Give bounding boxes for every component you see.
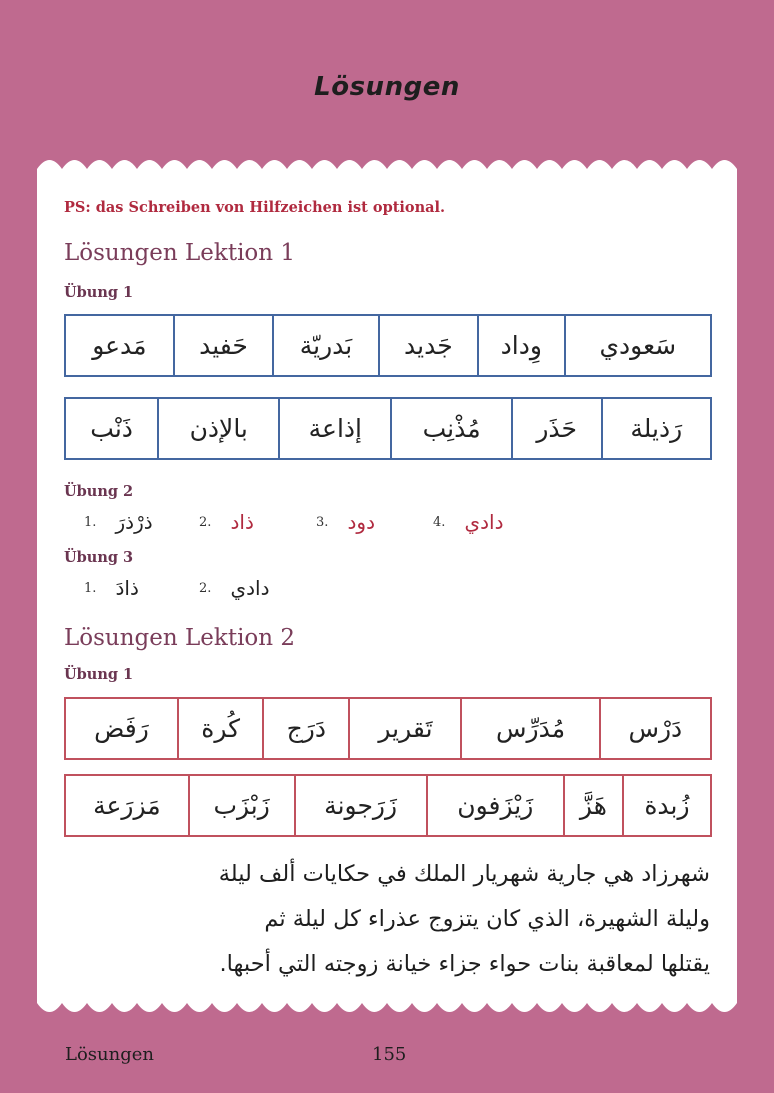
lesson1-ex2-heading: Übung 2	[64, 483, 134, 500]
lesson1-ex2-answers	[64, 510, 704, 534]
page-number: 155	[372, 1044, 407, 1065]
word-cell: جَديد	[379, 315, 478, 376]
word-cell: هَزَّ	[564, 775, 623, 836]
word-cell: حَذَر	[512, 398, 602, 459]
answer-item	[433, 510, 504, 534]
word-cell: إذاعة	[279, 398, 391, 459]
lesson1-heading: Lösungen Lektion 1	[64, 240, 296, 266]
answer-number: 1.	[84, 580, 97, 596]
answer-word: ذرْذرَ	[115, 510, 153, 534]
word-cell: زُبدة	[623, 775, 711, 836]
footer-label: Lösungen	[65, 1044, 154, 1065]
word-cell: زَبْزَب	[189, 775, 295, 836]
word-cell: مَدعو	[65, 315, 174, 376]
answer-word: دود	[347, 510, 375, 534]
word-cell: سَعودي	[565, 315, 711, 376]
lesson2-ex1-table-row1	[64, 697, 712, 760]
ps-note: PS: das Schreiben von Hilfzeichen ist optional.	[64, 199, 446, 216]
word-cell: رَذيلة	[602, 398, 711, 459]
answer-word: ذاد	[230, 510, 254, 534]
answer-item	[84, 576, 139, 600]
story-line: وليلة الشهيرة، الذي كان يتزوج عذراء كل ليلة ثم	[264, 906, 710, 932]
answer-number: 2.	[199, 580, 212, 596]
word-cell: حَفيد	[174, 315, 273, 376]
content-card	[37, 140, 737, 1032]
lesson1-ex3-answers	[64, 576, 704, 600]
word-cell: بَدريّة	[273, 315, 379, 376]
word-cell: وِداد	[478, 315, 565, 376]
lesson2-heading: Lösungen Lektion 2	[64, 625, 296, 651]
answer-number: 4.	[433, 514, 446, 530]
answer-item	[84, 510, 153, 534]
answer-number: 3.	[316, 514, 329, 530]
lesson2-ex1-heading: Übung 1	[64, 666, 134, 683]
word-cell: دَرَج	[263, 698, 349, 759]
lesson1-ex3-heading: Übung 3	[64, 549, 134, 566]
story-paragraph	[64, 852, 710, 987]
lesson1-ex1-heading: Übung 1	[64, 284, 134, 301]
lesson2-ex1-table-row2	[64, 774, 712, 837]
word-cell: تَقرير	[349, 698, 461, 759]
word-cell: مُذْنِب	[391, 398, 511, 459]
answer-word: ذادَ	[115, 576, 139, 600]
answer-word: دادي	[464, 510, 504, 534]
answer-word: دادي	[230, 576, 270, 600]
story-line: يقتلها لمعاقبة بنات حواء جزاء خيانة زوجته التي أحبها.	[219, 951, 710, 977]
word-cell: دَرْس	[600, 698, 711, 759]
lesson1-ex1-table-row2	[64, 397, 712, 460]
answer-number: 1.	[84, 514, 97, 530]
story-line: شهرزاد هي جارية شهريار الملك في حكايات ألف ليلة	[218, 861, 710, 887]
word-cell: ذَنْب	[65, 398, 158, 459]
answer-item	[316, 510, 375, 534]
word-cell: مَزرَعة	[65, 775, 189, 836]
page-title: Lösungen	[314, 72, 460, 102]
answer-item	[199, 576, 270, 600]
lesson1-ex1-table-row1	[64, 314, 712, 377]
answer-item	[199, 510, 254, 534]
word-cell: زَرَجونة	[295, 775, 427, 836]
word-cell: زَيْزَفون	[427, 775, 564, 836]
word-cell: مُدَرِّس	[461, 698, 599, 759]
word-cell: كُرة	[178, 698, 263, 759]
word-cell: رَفَض	[65, 698, 178, 759]
answer-number: 2.	[199, 514, 212, 530]
word-cell: بالإذن	[158, 398, 279, 459]
